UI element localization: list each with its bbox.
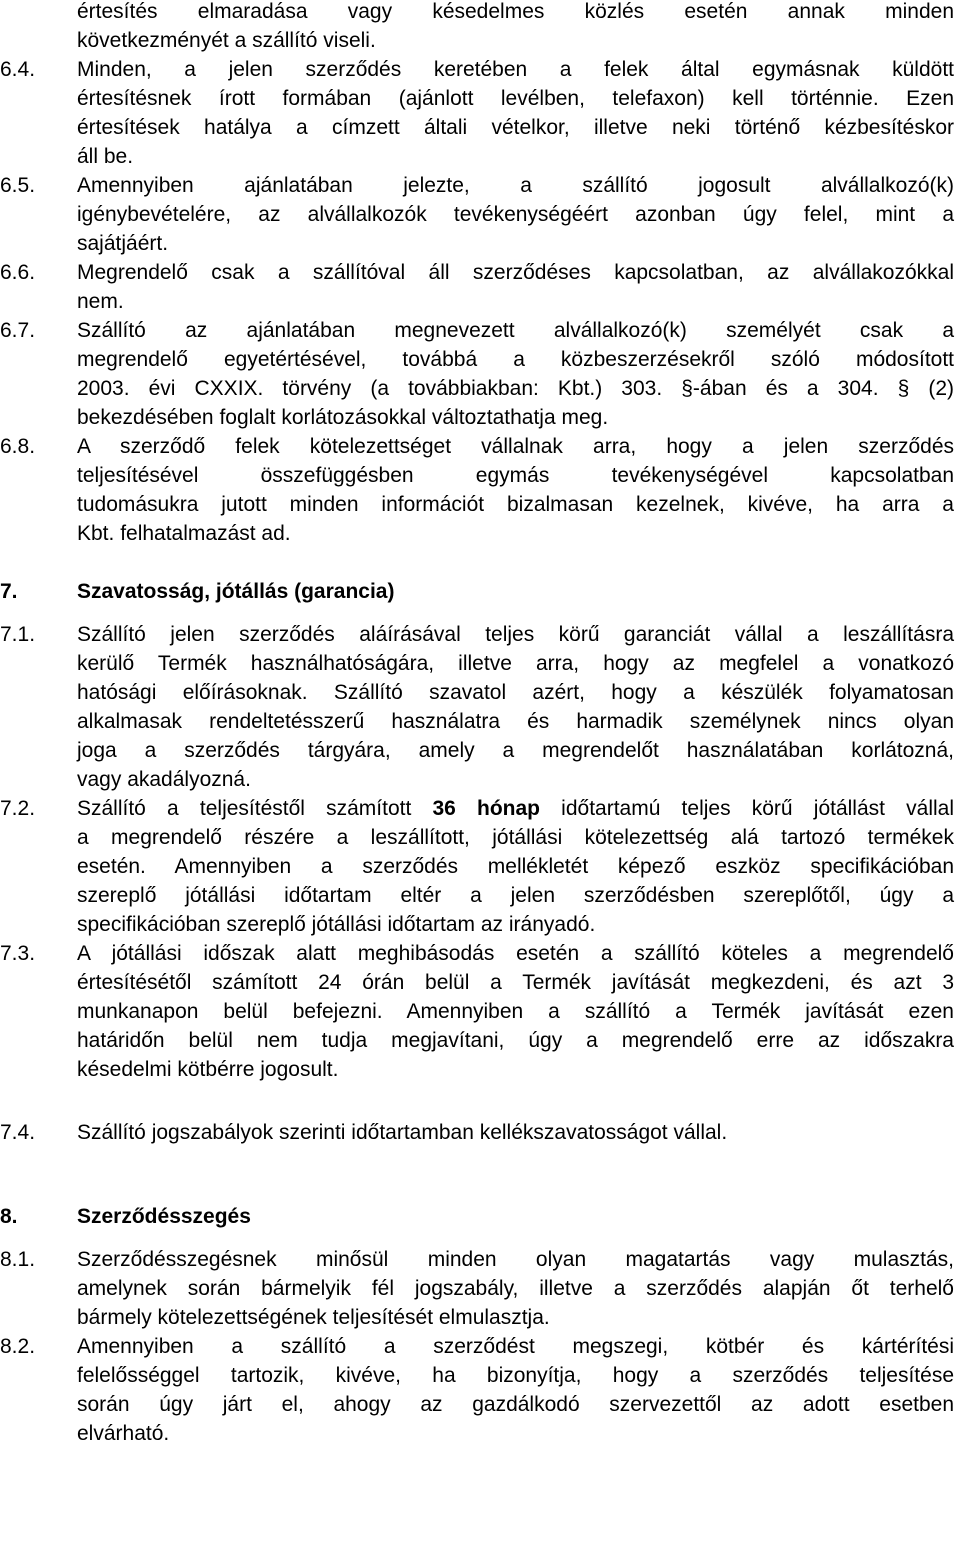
text-line: értesítésnek írott formában (ajánlott levélben, telefaxon) kell történnie. Ezen: [77, 87, 954, 110]
section-number: 7.: [0, 580, 18, 603]
clause-number: 7.2.: [0, 797, 36, 820]
section-number: 8.: [0, 1205, 18, 1228]
text-line: vagy akadályozná.: [77, 768, 251, 791]
text-line: Kbt. felhatalmazást ad.: [77, 522, 291, 545]
text-line: Amennyiben a szállító a szerződést megszegi, kötbér és kártérítési: [77, 1335, 954, 1358]
text-line: A szerződő felek kötelezettséget vállalnak arra, hogy a jelen szerződés: [77, 435, 954, 458]
clause-number: 6.8.: [0, 435, 36, 458]
clause-number: 7.1.: [0, 623, 36, 646]
text-line: szereplő jótállási időtartam eltér a jelen szerződésben szereplőtől, úgy a: [77, 884, 954, 907]
clause-number: 6.7.: [0, 319, 36, 342]
text-line: amelynek során bármelyik fél jogszabály, illetve a szerződés alapján őt terhelő: [77, 1277, 954, 1300]
text-line: hatósági előírásoknak. Szállító szavatol azért, hogy a készülék folyamatosan: [77, 681, 954, 704]
text-line: Megrendelő csak a szállítóval áll szerződéses kapcsolatban, az alvállakozókkal: [77, 261, 954, 284]
text-line: 2003. évi CXXIX. törvény (a továbbiakban: Kbt.) 303. §-ában és a 304. § (2): [77, 377, 954, 400]
text-line: következményét a szállító viseli.: [77, 29, 376, 52]
clause-number: 8.2.: [0, 1335, 36, 1358]
section-title: Szerződésszegés: [77, 1205, 251, 1228]
text-line: munkanapon belül befejezni. Amennyiben a szállító a Termék javítását ezen: [77, 1000, 954, 1023]
clause-number: 6.6.: [0, 261, 36, 284]
clause-number: 6.4.: [0, 58, 36, 81]
text-line: [77, 794, 954, 823]
text-line: bekezdésében foglalt korlátozásokkal változtathatja meg.: [77, 406, 609, 429]
text-run: Szállító a teljesítéstől számított: [77, 797, 433, 820]
text-line: elvárható.: [77, 1422, 170, 1445]
clause-number: 7.3.: [0, 942, 36, 965]
text-line: értesítésétől számított 24 órán belül a Termék javítását megkezdeni, és azt 3: [77, 971, 954, 994]
text-line: Szerződésszegésnek minősül minden olyan magatartás vagy mulasztás,: [77, 1248, 954, 1271]
text-line: felelősséggel tartozik, kivéve, ha bizonyítja, hogy a szerződés teljesítése: [77, 1364, 954, 1387]
text-line: során úgy járt el, ahogy az gazdálkodó szervezettől az adott esetben: [77, 1393, 954, 1416]
text-line: A jótállási időszak alatt meghibásodás esetén a szállító köteles a megrendelő: [77, 942, 954, 965]
text-line: Amennyiben ajánlatában jelezte, a szállító jogosult alvállalkozó(k): [77, 174, 954, 197]
text-line: a megrendelő részére a leszállított, jótállási kötelezettség alá tartozó termékek: [77, 826, 954, 849]
text-line: kerülő Termék használhatóságára, illetve arra, hogy az megfelel a vonatkozó: [77, 652, 954, 675]
text-line: alkalmasak rendeltetésszerű használatra és harmadik személynek nincs olyan: [77, 710, 954, 733]
section-title: Szavatosság, jótállás (garancia): [77, 580, 395, 603]
text-line: teljesítésével összefüggésben egymás tevékenységével kapcsolatban: [77, 464, 954, 487]
text-line: értesítés elmaradása vagy késedelmes közlés esetén annak minden: [77, 0, 954, 23]
text-line: bármely kötelezettségének teljesítését elmulasztja.: [77, 1306, 550, 1329]
warranty-duration: 36 hónap: [432, 797, 540, 820]
text-line: igénybevételére, az alvállalkozók tevékenységéért azonban úgy felel, mint a: [77, 203, 954, 226]
text-line: Szállító jelen szerződés aláírásával teljes körű garanciát vállal a leszállításra: [77, 623, 954, 646]
text-line: joga a szerződés tárgyára, amely a megrendelőt használatában korlátozná,: [77, 739, 954, 762]
text-run: időtartamú teljes körű jótállást vállal: [540, 797, 955, 820]
text-line: tudomásukra jutott minden információt bizalmasan kezelnek, kivéve, ha arra a: [77, 493, 954, 516]
text-line: értesítések hatálya a címzett általi vételkor, illetve neki történő kézbesítéskor: [77, 116, 954, 139]
text-line: Szállító az ajánlatában megnevezett alvállalkozó(k) személyét csak a: [77, 319, 954, 342]
text-line: sajátjáért.: [77, 232, 169, 255]
text-line: megrendelő egyetértésével, továbbá a közbeszerzésekről szóló módosított: [77, 348, 954, 371]
text-line: áll be.: [77, 145, 134, 168]
text-line: határidőn belül nem tudja megjavítani, úgy a megrendelő erre az időszakra: [77, 1029, 954, 1052]
text-line: nem.: [77, 290, 124, 313]
text-line: esetén. Amennyiben a szerződés mellékletét képező eszköz specifikációban: [77, 855, 954, 878]
clause-number: 6.5.: [0, 174, 36, 197]
clause-number: 7.4.: [0, 1121, 36, 1144]
text-line: Szállító jogszabályok szerinti időtartamban kellékszavatosságot vállal.: [77, 1121, 728, 1144]
clause-number: 8.1.: [0, 1248, 36, 1271]
text-line: specifikációban szereplő jótállási időtartam az irányadó.: [77, 913, 596, 936]
text-line: Minden, a jelen szerződés keretében a felek által egymásnak küldött: [77, 58, 954, 81]
text-line: késedelmi kötbérre jogosult.: [77, 1058, 339, 1081]
